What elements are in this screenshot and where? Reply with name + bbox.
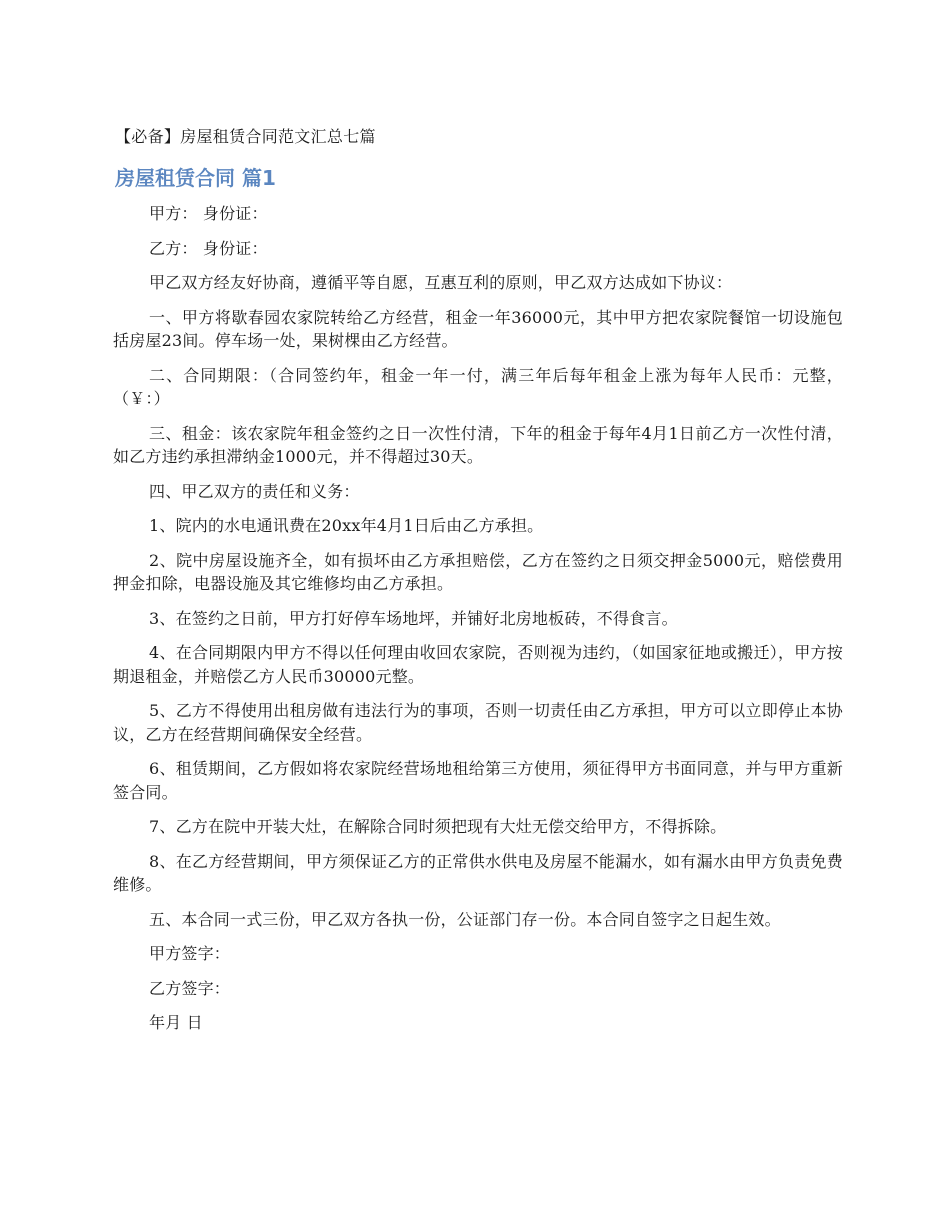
- party-a-id-line: 甲方： 身份证：: [149, 204, 268, 223]
- duty-item-4: 4、在合同期限内甲方不得以任何理由收回农家院，否则视为违约，（如国家征地或搬迁），甲方按期退租金，并赔偿乙方人民币30000元整。: [113, 643, 843, 686]
- contract-body: [113, 202, 843, 1046]
- clause-1-lease-object: 一、甲方将歇春园农家院转给乙方经营，租金一年36000元，其中甲方把农家院餐馆一切设施包括房屋23间。停车场一处，果树棵由乙方经营。: [113, 307, 843, 350]
- duty-item-8: 8、在乙方经营期间，甲方须保证乙方的正常供水供电及房屋不能漏水，如有漏水由甲方负责免费维修。: [113, 851, 843, 894]
- duty-item-2: 2、院中房屋设施齐全，如有损坏由乙方承担赔偿，乙方在签约之日须交押金5000元，赔偿费用押金扣除，电器设施及其它维修均由乙方承担。: [113, 550, 843, 593]
- duty-item-1: 1、院内的水电通讯费在20xx年4月1日后由乙方承担。: [149, 516, 544, 535]
- party-a-signature-line: 甲方签字：: [149, 944, 231, 963]
- date-line: 年月 日: [149, 1013, 203, 1032]
- duty-item-5: 5、乙方不得使用出租房做有违法行为的事项，否则一切责任由乙方承担，甲方可以立即停止本协议，乙方在经营期间确保安全经营。: [113, 701, 843, 744]
- agreement-intro: 甲乙双方经友好协商，遵循平等自愿，互惠互利的原则，甲乙双方达成如下协议：: [149, 273, 733, 292]
- clause-4-heading: 四、甲乙双方的责任和义务：: [149, 481, 360, 501]
- party-b-id-line: 乙方： 身份证：: [149, 238, 268, 258]
- document-title: 【必备】房屋租赁合同范文汇总七篇: [115, 127, 376, 146]
- duty-item-7: 7、乙方在院中开装大灶，在解除合同时须把现有大灶无偿交给甲方，不得拆除。: [149, 817, 727, 836]
- party-b-signature-line: 乙方签字：: [149, 978, 231, 998]
- duty-item-3: 3、在签约之日前，甲方打好停车场地坪，并铺好北房地板砖，不得食言。: [149, 608, 678, 628]
- duty-item-6: 6、租赁期间，乙方假如将农家院经营场地租给第三方使用，须征得甲方书面同意，并与甲方重新签合同。: [113, 759, 843, 802]
- clause-2-term: 二、合同期限：（合同签约年，租金一年一付，满三年后每年租金上涨为每年人民币：元整，（￥：）: [113, 365, 843, 408]
- clause-3-rent: 三、租金：该农家院年租金签约之日一次性付清，下年的租金于每年4月1日前乙方一次性付清，如乙方违约承担滞纳金1000元，并不得超过30天。: [113, 423, 843, 466]
- section-heading: 房屋租赁合同 篇1: [115, 166, 276, 190]
- clause-5-copies: 五、本合同一式三份，甲乙双方各执一份，公证部门存一份。本合同自签字之日起生效。: [149, 909, 781, 929]
